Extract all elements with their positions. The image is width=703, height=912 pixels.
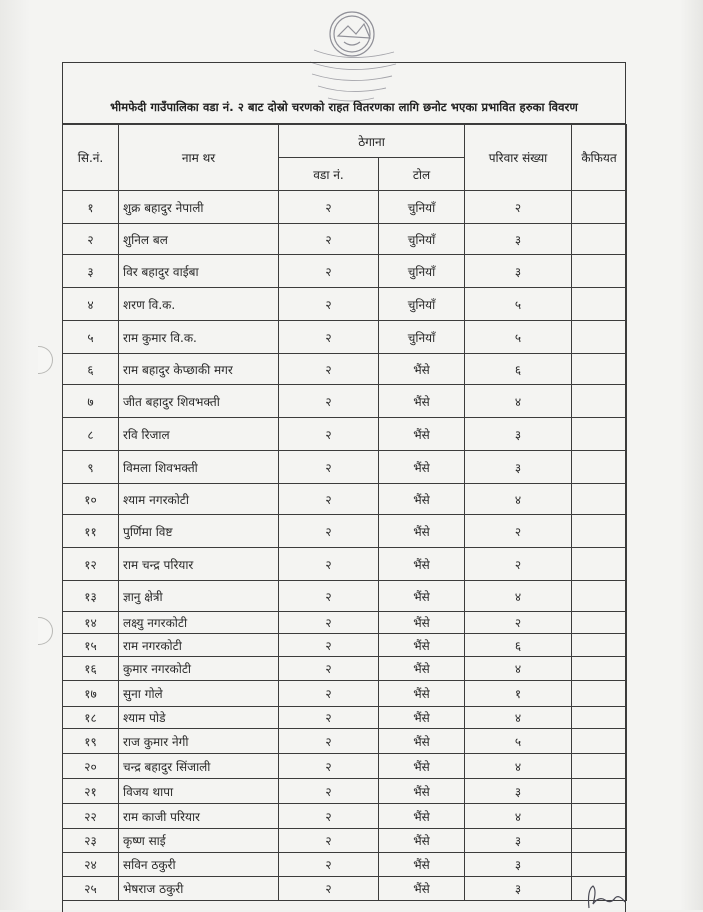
cell-remarks [572, 612, 627, 634]
cell-ward-number: २ [279, 321, 379, 354]
cell-ward-number: २ [279, 779, 379, 804]
cell-serial-number: ११ [63, 515, 119, 548]
cell-family-count: ४ [465, 657, 572, 681]
cell-name: राम काजी परियार [119, 804, 279, 829]
table-row [63, 634, 627, 657]
cell-remarks [572, 354, 627, 385]
table-row [63, 354, 627, 385]
cell-ward-number: २ [279, 804, 379, 829]
cell-serial-number: १७ [63, 681, 119, 707]
table-row [63, 515, 627, 548]
cell-serial-number: १९ [63, 729, 119, 754]
cell-tole: भैंसे [379, 418, 465, 451]
cell-ward-number: २ [279, 224, 379, 255]
cell-serial-number: २ [63, 224, 119, 255]
cell-ward-number: २ [279, 681, 379, 707]
cell-tole: भैंसे [379, 385, 465, 418]
cell-remarks [572, 657, 627, 681]
cell-name: राज कुमार नेगी [119, 729, 279, 754]
cell-ward-number: २ [279, 853, 379, 877]
cell-tole: चुनियाँ [379, 255, 465, 288]
cell-tole: भैंसे [379, 707, 465, 729]
table-row [63, 191, 627, 224]
table-row [63, 224, 627, 255]
cell-serial-number: १६ [63, 657, 119, 681]
table-row [63, 451, 627, 484]
cell-family-count: ४ [465, 484, 572, 515]
cell-remarks [572, 224, 627, 255]
header-serial-number: सि.नं. [63, 125, 119, 191]
cell-serial-number: १० [63, 484, 119, 515]
cell-tole: भैंसे [379, 548, 465, 581]
cell-ward-number: २ [279, 484, 379, 515]
cell-remarks [572, 707, 627, 729]
cell-family-count: ३ [465, 224, 572, 255]
cell-remarks [572, 548, 627, 581]
cell-family-count: ६ [465, 634, 572, 657]
cell-remarks [572, 515, 627, 548]
cell-ward-number: २ [279, 515, 379, 548]
cell-family-count: ३ [465, 451, 572, 484]
cell-serial-number: ४ [63, 288, 119, 321]
cell-family-count: ३ [465, 829, 572, 853]
table-body [63, 191, 627, 901]
cell-remarks [572, 385, 627, 418]
cell-tole: भैंसे [379, 877, 465, 901]
table-row [63, 729, 627, 754]
cell-tole: चुनियाँ [379, 321, 465, 354]
cell-serial-number: २१ [63, 779, 119, 804]
cell-name: लक्ष्यु नगरकोटी [119, 612, 279, 634]
cell-tole: भैंसे [379, 804, 465, 829]
cell-tole: भैंसे [379, 515, 465, 548]
cell-serial-number: १८ [63, 707, 119, 729]
header-address: ठेगाना [279, 125, 465, 158]
cell-tole: भैंसे [379, 612, 465, 634]
cell-serial-number: २३ [63, 829, 119, 853]
cell-ward-number: २ [279, 418, 379, 451]
cell-ward-number: २ [279, 829, 379, 853]
cell-ward-number: २ [279, 877, 379, 901]
table-row [63, 877, 627, 901]
cell-remarks [572, 321, 627, 354]
cell-name: चन्द्र बहादुर सिंजाली [119, 754, 279, 779]
cell-name: शुनिल बल [119, 224, 279, 255]
cell-serial-number: २५ [63, 877, 119, 901]
cell-serial-number: १५ [63, 634, 119, 657]
cell-name: श्याम पोडे [119, 707, 279, 729]
cell-remarks [572, 255, 627, 288]
cell-family-count: २ [465, 548, 572, 581]
cell-tole: भैंसे [379, 681, 465, 707]
cell-name: जीत बहादुर शिवभक्ती [119, 385, 279, 418]
header-family-count: परिवार संख्या [465, 125, 572, 191]
cell-family-count: ५ [465, 729, 572, 754]
cell-remarks [572, 779, 627, 804]
document-title: भीमफेदी गाउँपालिका वडा नं. २ बाट दोस्रो चरणको राहत वितरणका लागि छनोट भएका प्रभावित हरुका विवरण [62, 92, 626, 124]
cell-serial-number: ६ [63, 354, 119, 385]
cell-tole: भैंसे [379, 484, 465, 515]
cell-remarks [572, 288, 627, 321]
cell-family-count: ३ [465, 779, 572, 804]
header-remarks: कैफियत [572, 125, 627, 191]
cell-tole: भैंसे [379, 581, 465, 612]
cell-serial-number: २० [63, 754, 119, 779]
table-row [63, 255, 627, 288]
cell-family-count: ३ [465, 877, 572, 901]
cell-tole: भैंसे [379, 853, 465, 877]
cell-family-count: ३ [465, 255, 572, 288]
cell-tole: चुनियाँ [379, 191, 465, 224]
cell-serial-number: ७ [63, 385, 119, 418]
cell-remarks [572, 191, 627, 224]
cell-ward-number: २ [279, 581, 379, 612]
cell-family-count: ३ [465, 418, 572, 451]
cell-family-count: ४ [465, 707, 572, 729]
cell-remarks [572, 754, 627, 779]
cell-name: रवि रिजाल [119, 418, 279, 451]
table-row [63, 829, 627, 853]
cell-remarks [572, 418, 627, 451]
cell-remarks [572, 484, 627, 515]
cell-remarks [572, 681, 627, 707]
cell-family-count: २ [465, 515, 572, 548]
cell-name: राम बहादुर केप्छाकी मगर [119, 354, 279, 385]
cell-name: विर बहादुर वाईबा [119, 255, 279, 288]
cell-family-count: ३ [465, 853, 572, 877]
table-row [63, 612, 627, 634]
cell-tole: भैंसे [379, 729, 465, 754]
cell-tole: चुनियाँ [379, 288, 465, 321]
cell-family-count: ६ [465, 354, 572, 385]
cell-name: शुक्र बहादुर नेपाली [119, 191, 279, 224]
table-row [63, 288, 627, 321]
cell-remarks [572, 451, 627, 484]
table-row [63, 581, 627, 612]
cell-remarks [572, 729, 627, 754]
cell-ward-number: २ [279, 707, 379, 729]
cell-name: श्याम नगरकोटी [119, 484, 279, 515]
cell-remarks [572, 804, 627, 829]
table-row [63, 779, 627, 804]
cell-tole: भैंसे [379, 779, 465, 804]
cell-name: ज्ञानु क्षेत्री [119, 581, 279, 612]
cell-ward-number: २ [279, 729, 379, 754]
cell-serial-number: ३ [63, 255, 119, 288]
cell-tole: भैंसे [379, 657, 465, 681]
beneficiary-table [62, 124, 627, 901]
cell-family-count: ४ [465, 754, 572, 779]
table-row [63, 321, 627, 354]
table-row [63, 484, 627, 515]
cell-name: राम चन्द्र परियार [119, 548, 279, 581]
cell-tole: चुनियाँ [379, 224, 465, 255]
cell-ward-number: २ [279, 288, 379, 321]
cell-family-count: १ [465, 681, 572, 707]
cell-ward-number: २ [279, 548, 379, 581]
cell-ward-number: २ [279, 657, 379, 681]
cell-family-count: ५ [465, 288, 572, 321]
cell-name: शरण वि.क. [119, 288, 279, 321]
cell-serial-number: २४ [63, 853, 119, 877]
cell-family-count: ४ [465, 385, 572, 418]
cell-tole: भैंसे [379, 754, 465, 779]
cell-remarks [572, 634, 627, 657]
header-tole: टोल [379, 158, 465, 191]
handwritten-signature [585, 880, 635, 910]
cell-name: सुना गोले [119, 681, 279, 707]
cell-tole: भैंसे [379, 829, 465, 853]
cell-family-count: ५ [465, 321, 572, 354]
cell-name: विजय थापा [119, 779, 279, 804]
cell-serial-number: १ [63, 191, 119, 224]
cell-serial-number: १३ [63, 581, 119, 612]
cell-ward-number: २ [279, 255, 379, 288]
table-row [63, 853, 627, 877]
cell-ward-number: २ [279, 612, 379, 634]
cell-serial-number: २२ [63, 804, 119, 829]
cell-family-count: ४ [465, 804, 572, 829]
cell-name: राम कुमार वि.क. [119, 321, 279, 354]
cell-family-count: २ [465, 612, 572, 634]
cell-name: राम नगरकोटी [119, 634, 279, 657]
cell-ward-number: २ [279, 354, 379, 385]
cell-serial-number: १२ [63, 548, 119, 581]
cell-name: कृष्ण साई [119, 829, 279, 853]
cell-ward-number: २ [279, 634, 379, 657]
cell-remarks [572, 829, 627, 853]
cell-tole: भैंसे [379, 634, 465, 657]
cell-name: पुर्णिमा विष्ट [119, 515, 279, 548]
header-ward-number: वडा नं. [279, 158, 379, 191]
cell-ward-number: २ [279, 191, 379, 224]
cell-remarks [572, 853, 627, 877]
cell-ward-number: २ [279, 451, 379, 484]
cell-tole: भैंसे [379, 354, 465, 385]
cell-serial-number: ८ [63, 418, 119, 451]
table-row [63, 548, 627, 581]
cell-serial-number: १४ [63, 612, 119, 634]
table-row [63, 385, 627, 418]
cell-family-count: २ [465, 191, 572, 224]
cell-remarks [572, 581, 627, 612]
cell-serial-number: ९ [63, 451, 119, 484]
table-row [63, 657, 627, 681]
cell-family-count: ४ [465, 581, 572, 612]
cell-ward-number: २ [279, 754, 379, 779]
table-row [63, 707, 627, 729]
header-name: नाम थर [119, 125, 279, 191]
table-row [63, 804, 627, 829]
table-row [63, 754, 627, 779]
cell-serial-number: ५ [63, 321, 119, 354]
cell-name: कुमार नगरकोटी [119, 657, 279, 681]
cell-ward-number: २ [279, 385, 379, 418]
cell-tole: भैंसे [379, 451, 465, 484]
cell-name: विमला शिवभक्ती [119, 451, 279, 484]
table-row [63, 418, 627, 451]
table-row [63, 681, 627, 707]
cell-name: सविन ठकुरी [119, 853, 279, 877]
cell-name: भेषराज ठकुरी [119, 877, 279, 901]
